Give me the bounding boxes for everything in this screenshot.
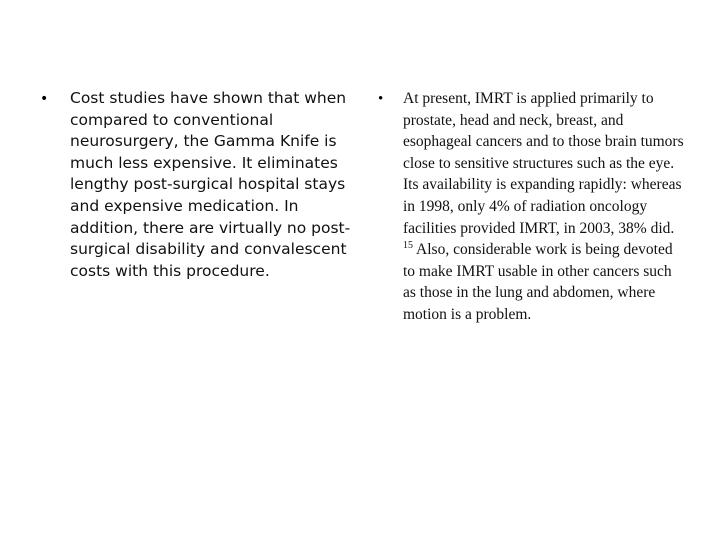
left-column bbox=[40, 88, 360, 282]
right-bullet-text bbox=[403, 88, 688, 326]
left-bullet-text: Cost studies have shown that when compared to conventional neurosurgery, the Gamma Knife is much less expensive. It eliminates lengthy post-surgical hospital stays and expensive medication. In addition, there are virtually no post-surgical disability and convalescent costs with this procedure. bbox=[70, 89, 351, 280]
right-bullet-item bbox=[378, 88, 688, 326]
right-text-after-reference: Also, considerable work is being devoted to make IMRT usable in other cancers such as those in the lung and abdomen, where motion is a problem. bbox=[403, 241, 673, 323]
right-text-before-reference: At present, IMRT is applied primarily to prostate, head and neck, breast, and esophageal cancers and to those brain tumors close to sensitive structures such as the eye. Its availability is expanding rapidly: whereas in 1998, only 4% of radiation oncology facilities provided IMRT, in 2003, 38% did. bbox=[403, 90, 684, 237]
bullet-icon: • bbox=[40, 91, 49, 107]
bullet-icon: • bbox=[378, 91, 384, 107]
left-bullet-item bbox=[40, 88, 360, 282]
reference-superscript: 15 bbox=[403, 240, 413, 251]
right-column bbox=[378, 88, 688, 326]
